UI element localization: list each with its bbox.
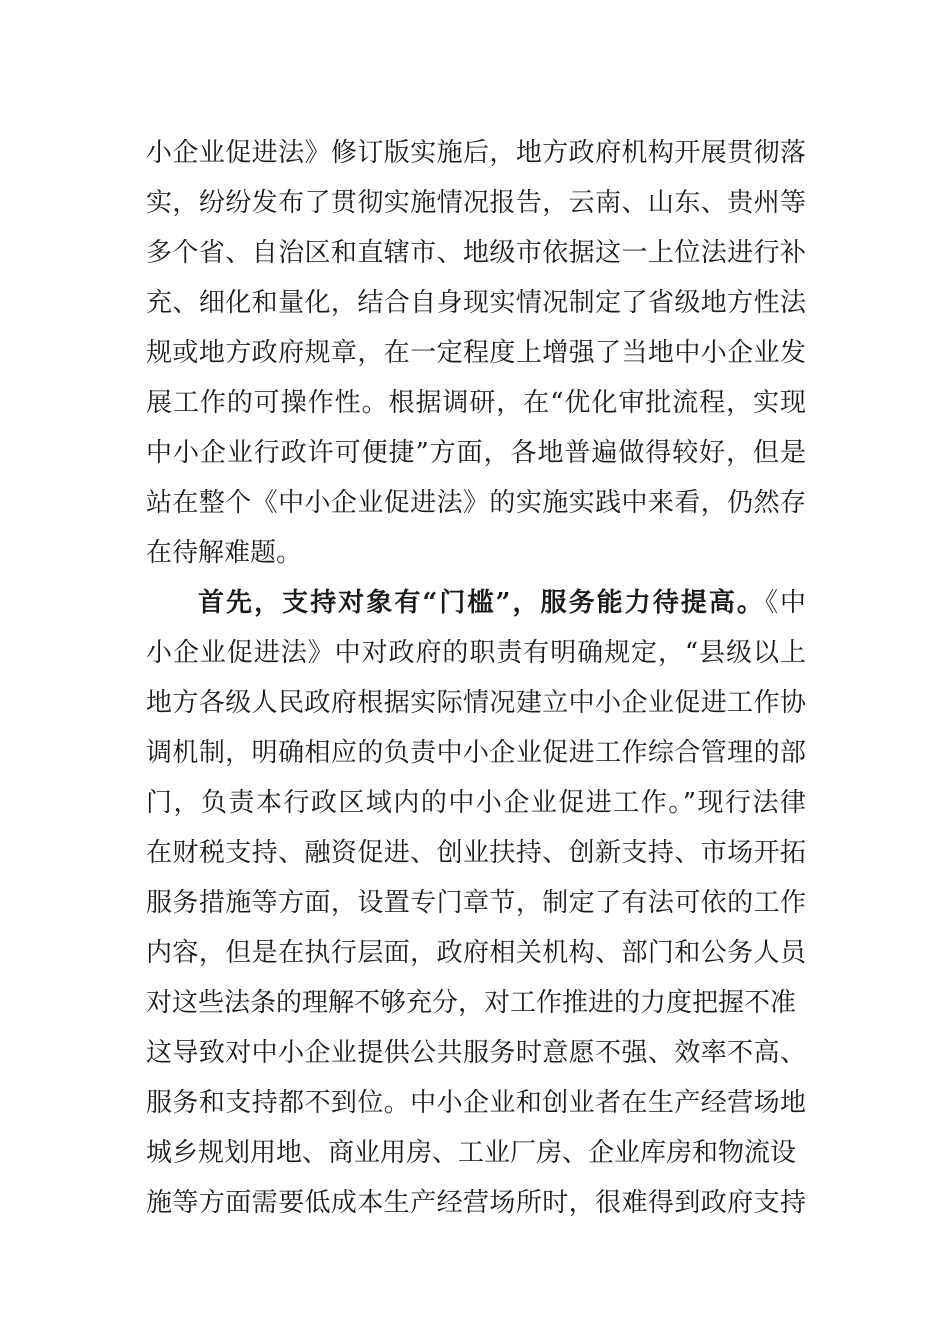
paragraph-2 xyxy=(146,578,806,1228)
text-line: 在待解难题。 xyxy=(146,538,303,568)
text-line: 服务措施等方面，设置专门章节，制定了有法可依的工作 xyxy=(146,888,806,918)
text-line: 地方各级人民政府根据实际情况建立中小企业促进工作协 xyxy=(146,688,806,718)
text-line: 这导致对中小企业提供公共服务时意愿不强、效率不高、 xyxy=(146,1038,806,1068)
text-line: 规或地方政府规章，在一定程度上增强了当地中小企业发 xyxy=(146,338,806,368)
text-line: 中小企业行政许可便捷”方面，各地普遍做得较好，但是 xyxy=(146,438,806,468)
text-line: 站在整个《中小企业促进法》的实施实践中来看，仍然存 xyxy=(146,488,806,518)
text-line: 门，负责本行政区域内的中小企业促进工作。”现行法律 xyxy=(146,788,806,818)
text-line: 多个省、自治区和直辖市、地级市依据这一上位法进行补 xyxy=(146,238,806,268)
text-line: 内容，但是在执行层面，政府相关机构、部门和公务人员 xyxy=(146,938,806,968)
text-line: 施等方面需要低成本生产经营场所时，很难得到政府支持 xyxy=(146,1188,806,1218)
text-line: 服务和支持都不到位。中小企业和创业者在生产经营场地 xyxy=(146,1088,806,1118)
paragraph-2-first-line xyxy=(146,578,806,628)
text-line: 调机制，明确相应的负责中小企业促进工作综合管理的部 xyxy=(146,738,806,768)
first-line-rest: 《中 xyxy=(764,588,806,618)
text-line: 对这些法条的理解不够充分，对工作推进的力度把握不准 xyxy=(146,988,797,1018)
text-line: 小企业促进法》中对政府的职责有明确规定，“县级以上 xyxy=(146,638,806,668)
text-line: 小企业促进法》修订版实施后，地方政府机构开展贯彻落 xyxy=(146,138,806,168)
paragraph-heading: 首先，支持对象有“门槛”，服务能力待提高。 xyxy=(198,588,765,618)
text-line: 充、细化和量化，结合自身现实情况制定了省级地方性法 xyxy=(146,288,806,318)
paragraph-1 xyxy=(146,128,806,578)
text-line: 城乡规划用地、商业用房、工业厂房、企业库房和物流设 xyxy=(146,1138,797,1168)
text-line: 展工作的可操作性。根据调研，在“优化审批流程，实现 xyxy=(146,388,806,418)
document-body xyxy=(146,128,806,1228)
text-line: 在财税支持、融资促进、创业扶持、创新支持、市场开拓 xyxy=(146,838,806,868)
text-line: 实，纷纷发布了贯彻实施情况报告，云南、山东、贵州等 xyxy=(146,188,806,218)
